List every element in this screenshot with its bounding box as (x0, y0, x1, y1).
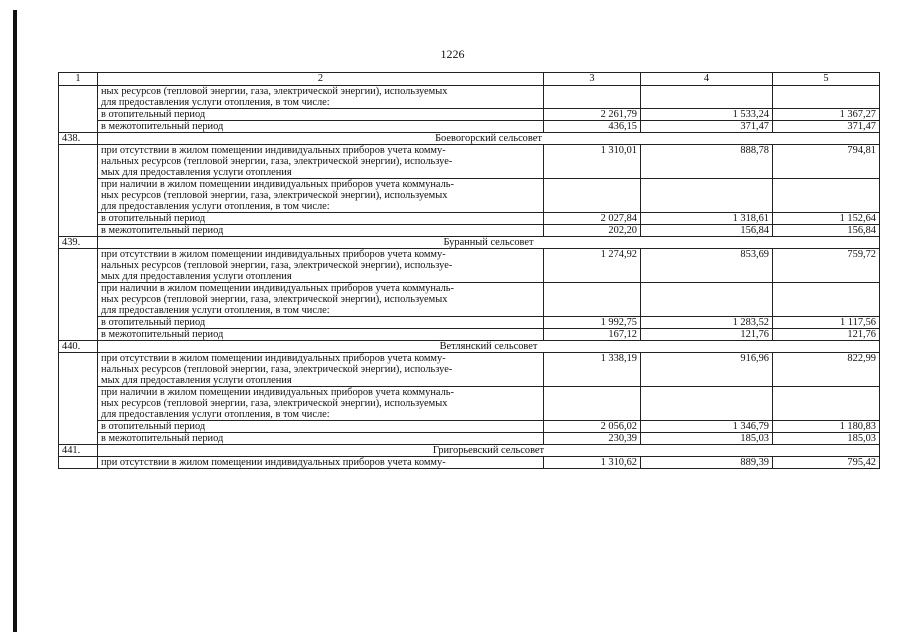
section-row (59, 445, 880, 457)
section-number: 441. (59, 445, 98, 457)
value-cell: 1 283,52 (641, 317, 773, 329)
description-line: ных ресурсов (тепловой энергии, газа, электрической энергии), используемых (101, 398, 448, 409)
value-cell (641, 387, 773, 421)
column-header: 3 (544, 73, 641, 86)
table-row (59, 387, 880, 421)
description-cell (98, 387, 544, 421)
description-line: нальных ресурсов (тепловой энергии, газа, электрической энергии), используе- (101, 156, 453, 167)
value-cell: 121,76 (641, 329, 773, 341)
description-line: при наличии в жилом помещении индивидуальных приборов учета коммуналь- (101, 387, 454, 398)
table-row (59, 121, 880, 133)
section-title: Григорьевский сельсовет (98, 445, 880, 457)
description-cell (98, 249, 544, 283)
description-line: нальных ресурсов (тепловой энергии, газа, электрической энергии), используе- (101, 260, 453, 271)
value-cell: 1 117,56 (773, 317, 880, 329)
row-number-cell (59, 249, 98, 341)
binding-edge (13, 10, 17, 632)
value-cell (773, 179, 880, 213)
value-cell: 1 367,27 (773, 109, 880, 121)
table-header-row (59, 73, 880, 86)
value-cell: 888,78 (641, 145, 773, 179)
table-row (59, 179, 880, 213)
description-cell (98, 179, 544, 213)
value-cell: 759,72 (773, 249, 880, 283)
description-cell (98, 283, 544, 317)
value-cell: 2 261,79 (544, 109, 641, 121)
value-cell: 1 338,19 (544, 353, 641, 387)
period-label: в межотопительный период (98, 433, 544, 445)
table-row (59, 86, 880, 109)
description-line: при отсутствии в жилом помещении индивидуальных приборов учета комму- (101, 353, 446, 364)
column-header: 4 (641, 73, 773, 86)
description-cell (98, 86, 544, 109)
value-cell: 436,15 (544, 121, 641, 133)
description-line: для предоставления услуги отопления, в том числе: (101, 201, 330, 212)
section-row (59, 133, 880, 145)
table-row (59, 457, 880, 469)
column-header: 1 (59, 73, 98, 86)
value-cell (641, 283, 773, 317)
table-row (59, 213, 880, 225)
table-row (59, 329, 880, 341)
description-cell (98, 353, 544, 387)
period-label: в отопительный период (98, 109, 544, 121)
value-cell: 1 310,01 (544, 145, 641, 179)
value-cell (544, 86, 641, 109)
value-cell: 1 992,75 (544, 317, 641, 329)
value-cell: 1 318,61 (641, 213, 773, 225)
value-cell: 1 152,64 (773, 213, 880, 225)
table-row (59, 433, 880, 445)
value-cell: 371,47 (641, 121, 773, 133)
value-cell: 1 346,79 (641, 421, 773, 433)
table-row (59, 145, 880, 179)
value-cell: 916,96 (641, 353, 773, 387)
description-line: ных ресурсов (тепловой энергии, газа, электрической энергии), используемых (101, 294, 448, 305)
row-number-cell (59, 353, 98, 445)
value-cell: 121,76 (773, 329, 880, 341)
value-cell: 185,03 (773, 433, 880, 445)
description-line: при наличии в жилом помещении индивидуальных приборов учета коммуналь- (101, 179, 454, 190)
description-line: для предоставления услуги отопления, в том числе: (101, 305, 330, 316)
value-cell: 1 274,92 (544, 249, 641, 283)
description-line: нальных ресурсов (тепловой энергии, газа, электрической энергии), используе- (101, 364, 453, 375)
description-line: мых для предоставления услуги отопления (101, 167, 292, 178)
section-title: Боевогорский сельсовет (98, 133, 880, 145)
period-label: в отопительный период (98, 421, 544, 433)
table-row (59, 225, 880, 237)
table-row (59, 421, 880, 433)
section-number: 438. (59, 133, 98, 145)
value-cell: 156,84 (773, 225, 880, 237)
table-row (59, 353, 880, 387)
column-header: 2 (98, 73, 544, 86)
table-row (59, 249, 880, 283)
section-row (59, 237, 880, 249)
value-cell: 371,47 (773, 121, 880, 133)
value-cell (641, 179, 773, 213)
period-label: в межотопительный период (98, 329, 544, 341)
description-line: для предоставления услуги отопления, в том числе: (101, 409, 330, 420)
value-cell: 202,20 (544, 225, 641, 237)
value-cell: 1 180,83 (773, 421, 880, 433)
value-cell: 822,99 (773, 353, 880, 387)
description-line: ных ресурсов (тепловой энергии, газа, электрической энергии), используемых (101, 86, 448, 97)
section-row (59, 341, 880, 353)
row-number-cell (59, 457, 98, 469)
value-cell (544, 387, 641, 421)
value-cell: 794,81 (773, 145, 880, 179)
value-cell: 853,69 (641, 249, 773, 283)
period-label: в отопительный период (98, 213, 544, 225)
page-number: 1226 (440, 47, 465, 61)
description-line: для предоставления услуги отопления, в том числе: (101, 97, 330, 108)
description-cell (98, 457, 544, 469)
value-cell: 1 533,24 (641, 109, 773, 121)
description-line: при отсутствии в жилом помещении индивидуальных приборов учета комму- (101, 145, 446, 156)
value-cell: 889,39 (641, 457, 773, 469)
value-cell: 167,12 (544, 329, 641, 341)
description-line: ных ресурсов (тепловой энергии, газа, электрической энергии), используемых (101, 190, 448, 201)
section-number: 439. (59, 237, 98, 249)
value-cell: 185,03 (641, 433, 773, 445)
value-cell (641, 86, 773, 109)
tariff-table (58, 72, 880, 469)
value-cell (544, 179, 641, 213)
value-cell: 230,39 (544, 433, 641, 445)
row-number-cell (59, 145, 98, 237)
section-number: 440. (59, 341, 98, 353)
description-line: при отсутствии в жилом помещении индивидуальных приборов учета комму- (101, 249, 446, 260)
description-line: мых для предоставления услуги отопления (101, 375, 292, 386)
value-cell (773, 86, 880, 109)
section-title: Ветлянский сельсовет (98, 341, 880, 353)
table-row (59, 109, 880, 121)
value-cell: 156,84 (641, 225, 773, 237)
row-number-cell (59, 86, 98, 133)
value-cell: 1 310,62 (544, 457, 641, 469)
description-cell (98, 145, 544, 179)
section-title: Буранный сельсовет (98, 237, 880, 249)
value-cell: 2 027,84 (544, 213, 641, 225)
table-row (59, 283, 880, 317)
value-cell: 2 056,02 (544, 421, 641, 433)
column-header: 5 (773, 73, 880, 86)
period-label: в межотопительный период (98, 121, 544, 133)
description-line: при отсутствии в жилом помещении индивидуальных приборов учета комму- (101, 457, 446, 468)
description-line: при наличии в жилом помещении индивидуальных приборов учета коммуналь- (101, 283, 454, 294)
period-label: в межотопительный период (98, 225, 544, 237)
table-row (59, 317, 880, 329)
value-cell: 795,42 (773, 457, 880, 469)
value-cell (544, 283, 641, 317)
value-cell (773, 387, 880, 421)
value-cell (773, 283, 880, 317)
period-label: в отопительный период (98, 317, 544, 329)
description-line: мых для предоставления услуги отопления (101, 271, 292, 282)
